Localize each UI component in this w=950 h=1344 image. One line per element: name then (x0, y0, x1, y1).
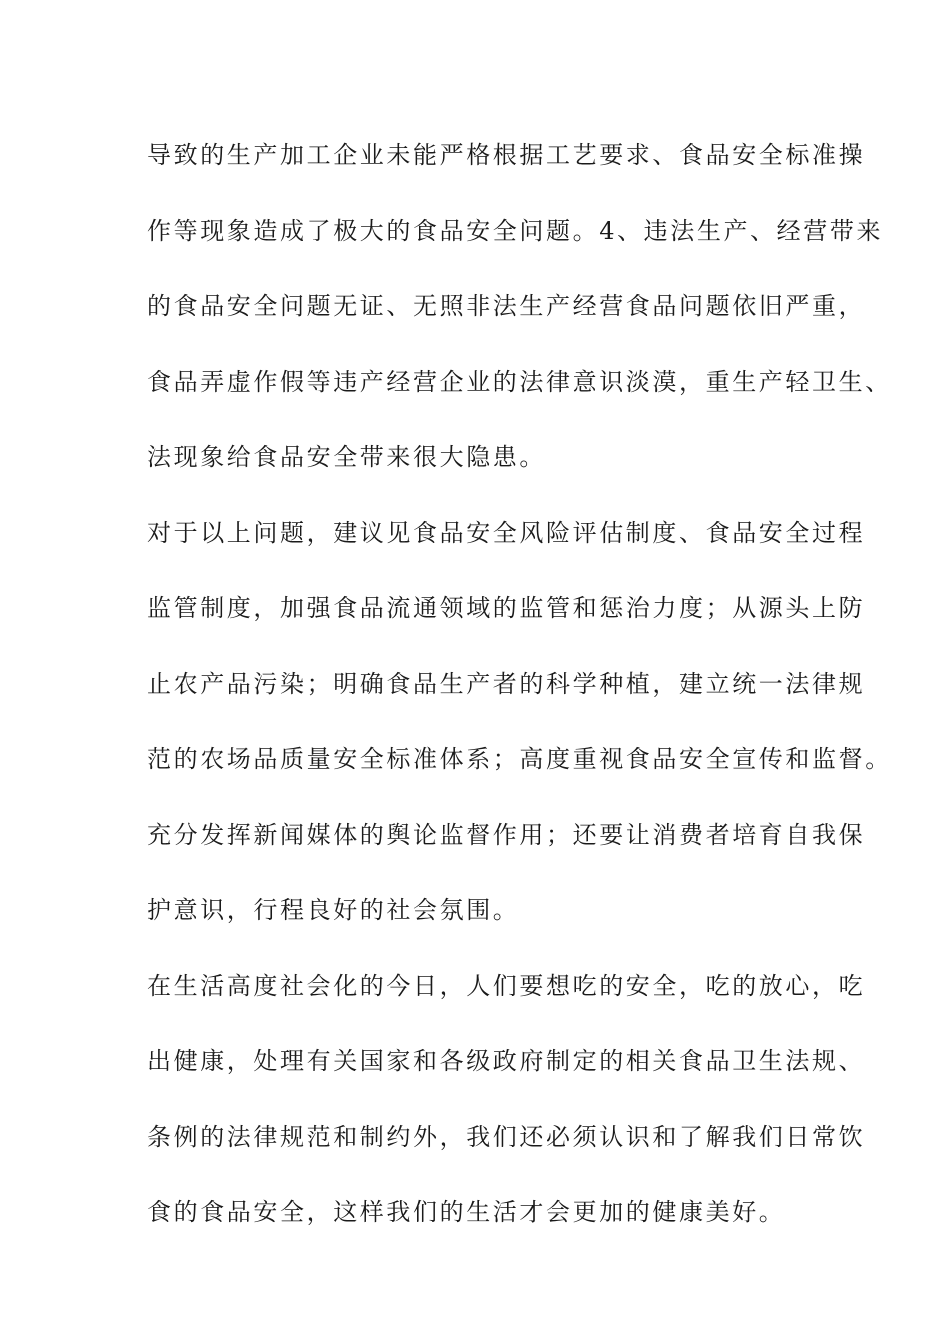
text-line: 条例的法律规范和制约外，我们还必须认识和了解我们日常饮 (147, 1122, 866, 1151)
body-text (147, 135, 892, 1268)
text-line: 作等现象造成了极大的食品安全问题。4、违法生产、经营带来 (147, 216, 884, 245)
text-line: 食的食品安全，这样我们的生活才会更加的健康美好。 (147, 1198, 786, 1226)
text-line: 出健康，处理有关国家和各级政府制定的相关食品卫生法规、 (147, 1047, 866, 1075)
text-line: 止农产品污染；明确食品生产者的科学种植，建立统一法律规 (147, 669, 866, 698)
text-line: 导致的生产加工企业未能严格根据工艺要求、食品安全标准操 (147, 141, 866, 169)
text-line: 食品弄虚作假等违产经营企业的法律意识淡漠，重生产轻卫生、 (147, 367, 892, 396)
text-line: 在生活高度社会化的今日，人们要想吃的安全，吃的放心，吃 (147, 971, 866, 1000)
text-line: 法现象给食品安全带来很大隐患。 (147, 443, 546, 471)
text-line: 充分发挥新闻媒体的舆论监督作用；还要让消费者培育自我保 (147, 820, 866, 849)
text-line: 范的农场品质量安全标准体系；高度重视食品安全宣传和监督。 (147, 745, 892, 773)
text-line: 对于以上问题，建议见食品安全风险评估制度、食品安全过程 (147, 518, 866, 547)
text-line: 监管制度，加强食品流通领域的监管和惩治力度；从源头上防 (147, 594, 866, 622)
text-line: 护意识，行程良好的社会氛围。 (147, 896, 520, 924)
text-line: 的食品安全问题无证、无照非法生产经营食品问题依旧严重， (147, 292, 866, 320)
